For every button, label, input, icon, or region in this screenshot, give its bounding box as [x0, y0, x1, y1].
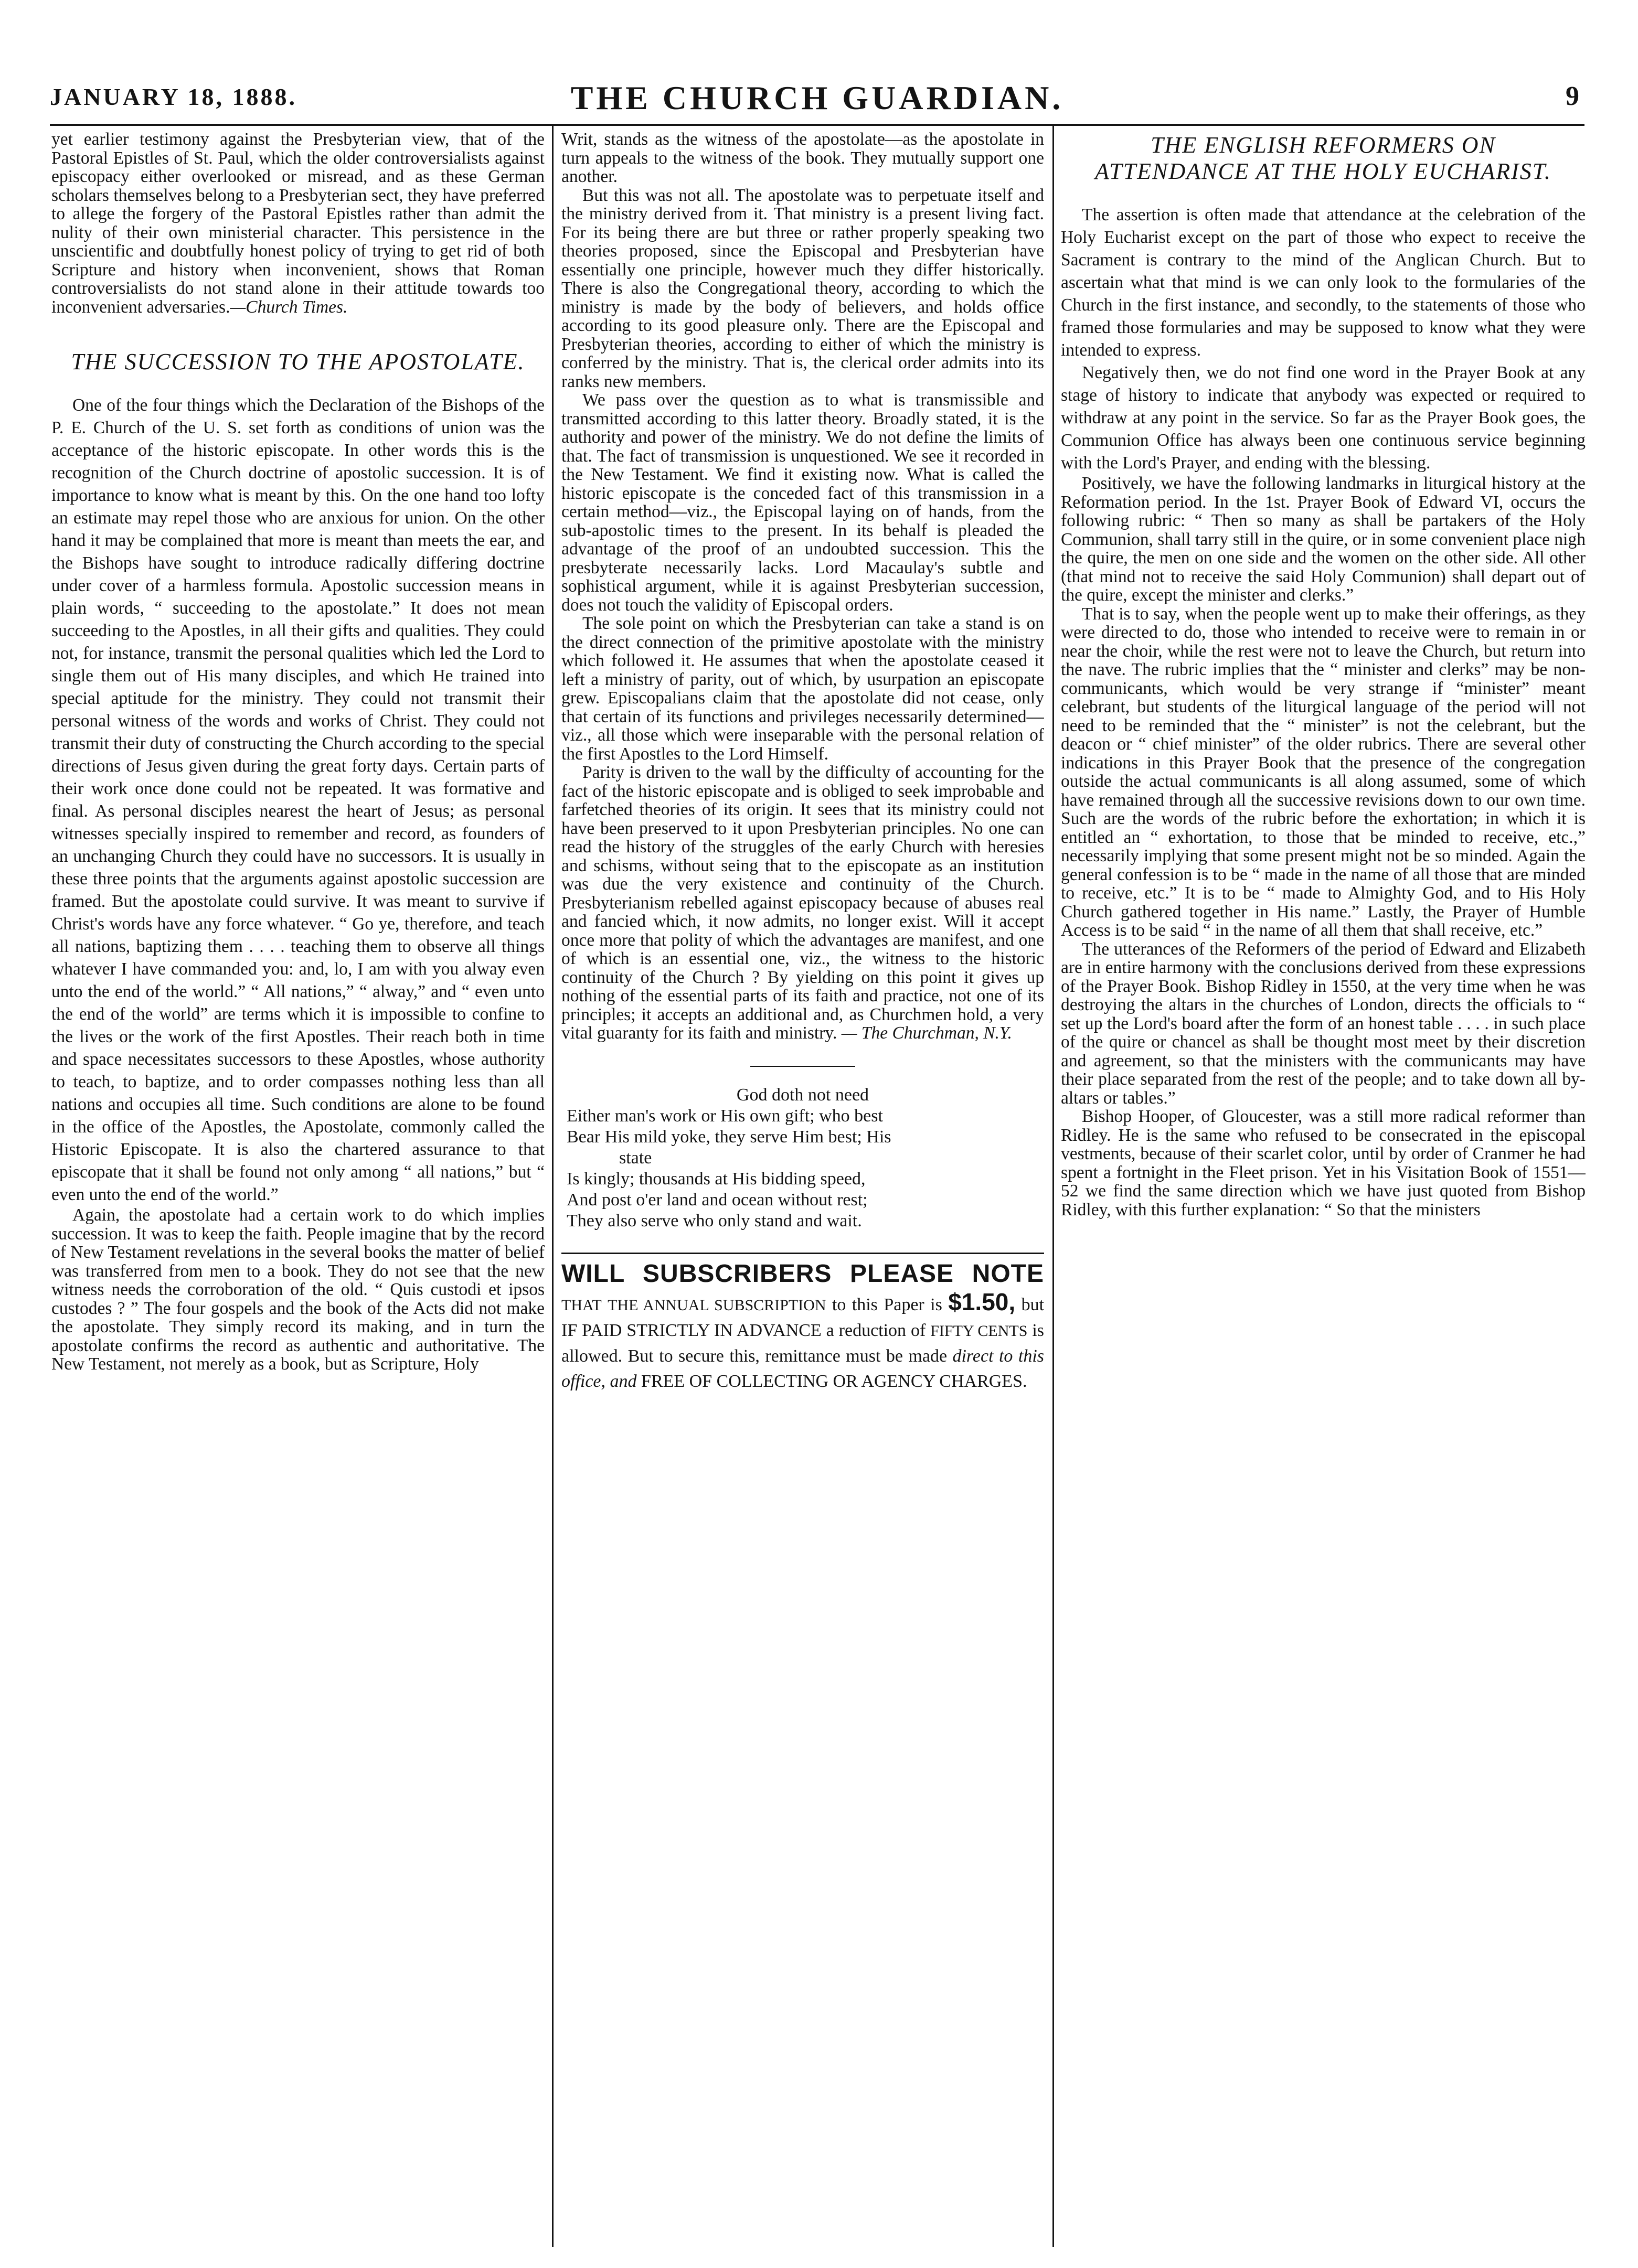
article-paragraph: Bishop Hooper, of Gloucester, was a still more radical reformer than Ridley. He is the same who refused to be consecrated in the episcopal vestments, because of their scarlet color, until by order of Cranmer he had spent a fortnight in the Fleet prison. Yet in his Visitation Book of 1551—52 we find the same direction which we have just quoted from Bishop Ridley, with this further explanation: “ So that the ministers	[1061, 1107, 1586, 1219]
column-3	[1061, 130, 1586, 2249]
column-2	[561, 130, 1044, 2249]
article-paragraph	[561, 763, 1044, 1043]
article-paragraph: Positively, we have the following landmarks in liturgical history at the Reformation period. In the 1st. Prayer Book of Edward VI, occurs the following rubric: “ Then so many as shall be partakers of the Holy Communion, shall tarry still in the quire, or in some convenient place nigh the quire, the men on one side and the women on the other side. All other (that mind not to receive the said Holy Communion) shall depart out of the quire, except the minister and clerks.”	[1061, 474, 1586, 605]
subscription-notice	[561, 1253, 1044, 1394]
notice-text: is allowed. But to secure this, remittance must be made	[561, 1320, 1044, 1366]
article-paragraph: That is to say, when the people went up to make their offerings, as they were directed to do, those who intended to receive were to remain in or near the choir, while the rest were not to leave the Church, but return into the nave. The rubric implies that the “ minister and clerks” may be non-communicants, which would be very strange if “minister” meant celebrant, but students of the liturgical language of the period will not need to be reminded that the “ minister” is not the celebrant, but the deacon or “ chief minister” of the older rubrics. There are several other indications in this Prayer Book that the presence of the congregation outside the actual communicants is all along assumed, some of which have remained through all the successive revisions down to our own time. Such are the words of the rubric before the exhortation; in which it is entitled an “ exhortation, to those that be minded to receive, etc.,” necessarily implying that some present might not be so minded. Again the general confession is to be “ made in the name of all those that are minded to receive, etc.” It is to be “ made to Almighty God, and to His Holy Church gathered together in His name.” Lastly, the Prayer of Humble Access is to be said “ in the name of all them that shall receive, etc.”	[1061, 604, 1586, 940]
poem-line: Either man's work or His own gift; who best	[567, 1106, 883, 1126]
notice-text: THE ANNUAL SUBSCRIPTION	[608, 1296, 826, 1314]
poem-line: And post o'er land and ocean without rest;	[567, 1190, 868, 1210]
article-paragraph	[51, 130, 545, 316]
page-header	[50, 79, 1584, 121]
article-paragraph: Negatively then, we do not find one word in the Prayer Book at any stage of history to indicate that anybody was expected or required to withdraw at any point in the service. So far as the Prayer Book goes, the Communion Office has always been one continuous service beginning with the Lord's Prayer, and ending with the blessing.	[1061, 363, 1586, 473]
subscription-price: $1.50,	[948, 1288, 1016, 1315]
column-1	[51, 130, 545, 2249]
header-rule	[50, 124, 1584, 126]
section-rule	[750, 1066, 855, 1067]
article-paragraph: The assertion is often made that attendance at the celebration of the Holy Eucharist except on the part of those who expect to receive the Sacrament is contrary to the mind of the Anglican Church. But to ascertain what that mind is we can only look to the formularies of the Church in the first instance, and secondly, to the statements of those who framed those formularies and may be supposed to know what they were intended to express.	[1061, 205, 1586, 360]
article-heading: THE SUCCESSION TO THE APOSTOLATE.	[71, 349, 525, 375]
article-credit: — The Churchman, N.Y.	[841, 1023, 1012, 1043]
article-credit: —Church Times.	[230, 297, 348, 317]
article-paragraph: The sole point on which the Presbyterian can take a stand is on the direct connection of the primitive apostolate with the ministry which followed it. He assumes that when the apostolate ceased it left a ministry of parity, out of which, by usurpation an episcopate grew. Episcopalians claim that the apostolate did not cease, only that certain of its functions and privileges necessarily determined—viz., all those which were inseparable with the personal relation of the first Apostles to the Lord Himself.	[561, 614, 1044, 764]
article-paragraph: The utterances of the Reformers of the period of Edward and Elizabeth are in entire harmony with the conclusions derived from these expressions of the Prayer Book. Bishop Ridley in 1550, at the very time when he was destroying the altars in the churches of London, directs the officials to “ set up the Lord's board after the form of an honest table . . . . in such place of the quire or chancel as shall be thought most meet by their discretion and agreement, so that the ministers with the communicants may have their place separated from the rest of the people; and to take down all by-altars or tables.”	[1061, 939, 1586, 1108]
article-paragraph: One of the four things which the Declaration of the Bishops of the P. E. Church of the U. S. set forth as conditions of union was the acceptance of the historic episcopate. In other words this is the recognition of the Church doctrine of apostolic succession. It is of importance to know what is meant by this. On the one hand too lofty an estimate may repel those who are anxious for union. On the other hand it may be complained that more is meant than meets the ear, and the Bishops have sought to introduce radically differing doctrine under cover of a harmless formula. Apostolic succession means in plain words, “ succeeding to the apostolate.” It does not mean succeeding to the Apostles, in all their gifts and qualities. They could not, for instance, transmit the personal qualities which led the Lord to single them out of His many disciples, and which He trained into special aptitude for the ministry. They could not transmit their personal witness of the words and works of Christ. They could not transmit their duty of constructing the Church according to the special directions of Jesus given during the great forty days. Certain parts of their work once done could not be repeated. It was formative and final. As personal disciples nearest the heart of Jesus; as personal witnesses specially inspired to remember and record, as founders of an unchanging Church they could have no successors. It is usually in these three points that the arguments against apostolic succession are framed. But the apostolate could survive. It was meant to survive if Christ's words have any force whatever. “ Go ye, therefore, and teach all nations, baptizing them . . . . teaching them to observe all things whatever I have commanded you: and, lo, I am with you alway even unto the end of the world.” “ All nations,” “ alway,” and “ even unto the end of the world” are terms which it is impossible to confine to the lives or the work of the first Apostles. Their reach both in time and space necessitates successors to these Apostles, whose authority to teach, to baptize, and to order compasses nothing less than all nations and occupies all time. Such conditions are alone to be found in the office of the Apostles, the Apostolate, commonly called the Historic Episcopate. It is also the chartered assurance to that episcopate that it shall be found not only among “ all nations,” but “ even unto the end of the world.”	[51, 395, 545, 1204]
page-number: 9	[1566, 81, 1579, 111]
poem-line: state	[619, 1148, 652, 1168]
column-divider	[1052, 126, 1054, 2247]
notice-lead: WILL SUBSCRIBERS PLEASE NOTE	[561, 1259, 1044, 1288]
poem-line: God doth not need	[736, 1085, 869, 1105]
newspaper-title: THE CHURCH GUARDIAN.	[570, 79, 1064, 116]
poem-line: Bear His mild yoke, they serve Him best; His	[567, 1127, 891, 1147]
article-paragraph: We pass over the question as to what is transmissible and transmitted according to this latter theory. Broadly stated, it is the authority and power of the ministry. We do not define the limits of that. The fact of transmission is unquestioned. We see it recorded in the New Testament. We find it existing now. What is called the historic episcopate is the conceded fact of this transmission in a certain method—viz., the Episcopal laying on of hands, from the sub-apostolic times to the present. In its behalf is pleaded the advantage of the proof of an undoubted succession. This the presbyterate necessarily lacks. Lord Macaulay's subtle and sophistical argument, while it is against Presbyterian succession, does not touch the validity of Episcopal orders.	[561, 390, 1044, 615]
issue-date: JANUARY 18, 1888.	[50, 83, 297, 110]
notice-text: direct to this office, and	[561, 1346, 1044, 1391]
notice-text: but IF PAID STRICTLY IN ADVANCE a reduction of	[561, 1295, 1044, 1340]
notice-text: FREE OF COLLECTING OR AGENCY CHARGES.	[641, 1371, 1027, 1391]
article-heading: THE ENGLISH REFORMERS ON ATTENDANCE AT THE HOLY EUCHARIST.	[1095, 132, 1551, 184]
paragraph-text: Parity is driven to the wall by the difficulty of accounting for the fact of the historic episcopate and is obliged to seek improbable and farfetched theories of its origin. It sees that its ministry could not have been preserved to it upon Presbyterian principles. No one can read the history of the struggles of the early Church with heresies and schisms, without seing that to the episcopate as an institution was due the very existence and continuity of the Church. Presbyterianism rebelled against episcopacy because of abuses real and fancied which, it now admits, no longer exist. Will it accept once more that polity of which the advantages are manifest, and one of which is an essential one, viz., the witness to the historic continuity of the Church ? By yielding on this point it gives up nothing of the essential parts of its faith and practice, not one of its principles; it accepts an additional and, as Churchmen hold, a very vital guaranty for its faith and ministry.	[561, 763, 1044, 1043]
article-paragraph: Writ, stands as the witness of the apostolate—as the apostolate in turn appeals to the witness of the book. They mutually support one another.	[561, 130, 1044, 186]
article-paragraph: But this was not all. The apostolate was to perpetuate itself and the ministry derived from it. That ministry is a present living fact. For its being there are but three or rather properly speaking two theories proposed, since the Episcopal and Presbyterian have essentially one principle, however much they differ historically. There is also the Congregational theory, according to which the ministry is made by the body of believers, and holds office according to its good pleasure only. There are the Episcopal and Presbyterian theories, according to either of which the ministry is conferred by the ministry. That is, the clerical order admits into its ranks new members.	[561, 185, 1044, 391]
poem-line: They also serve who only stand and wait.	[567, 1211, 862, 1231]
notice-text: to this Paper is	[832, 1295, 942, 1314]
poem-line: Is kingly; thousands at His bidding speed,	[567, 1169, 866, 1189]
paragraph-text: yet earlier testimony against the Presbyterian view, that of the Pastoral Epistles of St. Paul, which the older controversialists against episcopacy either overlooked or misread, and as these German scholars themselves belong to a Presbyterian sect, they have preferred to allege the forgery of the Pastoral Epistles rather than admit the nulity of their own ministerial character. This persistence in the unscientific and doubtfully honest policy of trying to get rid of both Scripture and history when inconvenient, shows that Roman controversialists do not stand alone in their attitude towards too inconvenient adversaries.	[51, 130, 545, 317]
poem	[567, 1085, 1039, 1232]
notice-text: FIFTY CENTS	[930, 1322, 1028, 1340]
notice-text: THAT	[561, 1296, 602, 1314]
column-divider	[552, 126, 554, 2247]
article-paragraph: Again, the apostolate had a certain work to do which implies succession. It was to keep the faith. People imagine that by the record of New Testament revelations in the several books the matter of belief was transferred from men to a book. They do not see that the new witness needs the corroboration of the old. “ Quis custodi et ipsos custodes ? ” The four gospels and the book of the Acts did not make the apostolate. They simply record its making, and in turn the apostolate confirms the record as authentic and authoritative. The New Testament, not merely as a book, but as Scripture, Holy	[51, 1205, 545, 1374]
